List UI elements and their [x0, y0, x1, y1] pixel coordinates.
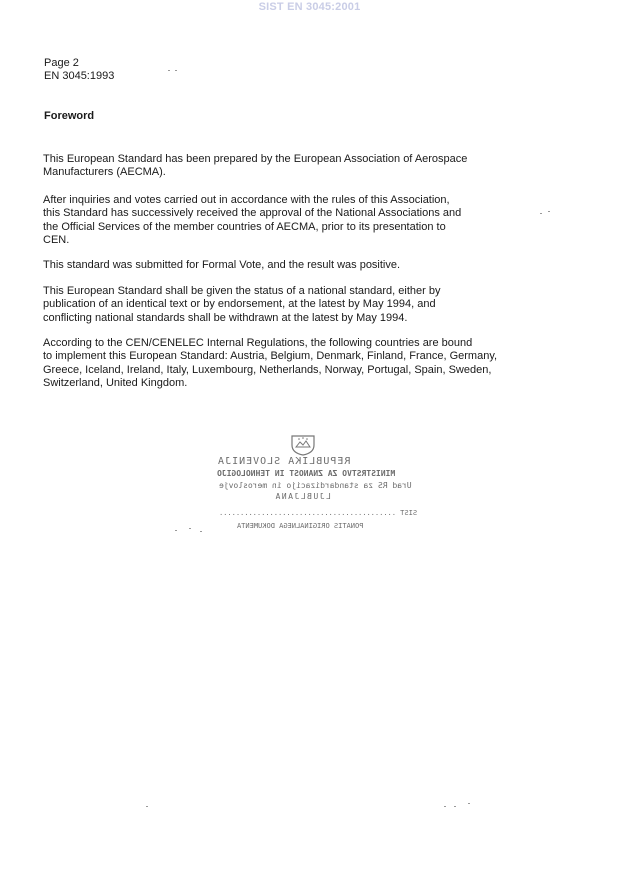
foreword-heading: Foreword [44, 110, 95, 122]
stamp-line: PONATIS ORIGINALNEGA DOKUMENTA [237, 522, 364, 530]
stamp-line: LJUBLJANA [274, 492, 331, 501]
scan-speck [175, 530, 177, 531]
stamp-line: MINISTRSTVO ZA ZNANOST IN TEHNOLOGIJO [217, 469, 396, 478]
scan-speck [200, 531, 202, 532]
coat-of-arms-icon [289, 434, 317, 456]
stamp-line: Urad RS za standardizacijo in meroslovje [219, 481, 412, 490]
scan-speck [540, 213, 542, 214]
scan-speck [468, 803, 470, 804]
foreword-paragraph: According to the CEN/CENELEC Internal Regulations, the following countries are bound to implement this European Standard: Austria, Belgium, Denmark, Finland, France, Germany, Greece, Iceland, Ireland, Italy, Luxembourg, Netherlands, Norway, Portugal, Spain, Sweden, Switzerland, United Kingdom. [43, 337, 498, 389]
scan-speck [548, 211, 550, 212]
foreword-paragraph: This standard was submitted for Formal Vote, and the result was positive. [43, 259, 401, 271]
document-watermark: SIST EN 3045:2001 [258, 1, 361, 13]
scan-speck [175, 70, 177, 71]
scan-speck [146, 806, 148, 807]
scan-speck [444, 806, 446, 807]
page-number: Page 2 [44, 57, 79, 69]
stamp-line: SIST .......................................... [219, 509, 418, 517]
foreword-paragraph: This European Standard shall be given the status of a national standard, either by publication of an identical text or by endorsement, at the latest by May 1994, and conflicting national standards shall be withdrawn at the latest by May 1994. [43, 285, 441, 324]
foreword-paragraph: After inquiries and votes carried out in accordance with the rules of this Association, this Standard has successively received the approval of the National Associations and the Official Services of the member countries of AECMA, prior to its presentation to CEN. [43, 194, 462, 246]
official-stamp [205, 432, 418, 536]
foreword-paragraph: This European Standard has been prepared by the European Association of Aerospace Manufacturers (AECMA). [43, 153, 468, 179]
standard-number: EN 3045:1993 [44, 70, 115, 82]
scan-speck [189, 528, 191, 529]
page-header [44, 57, 114, 83]
scan-speck [454, 806, 456, 807]
stamp-line: REPUBLIKA SLOVENIJA [217, 456, 351, 467]
scan-speck [168, 70, 170, 71]
